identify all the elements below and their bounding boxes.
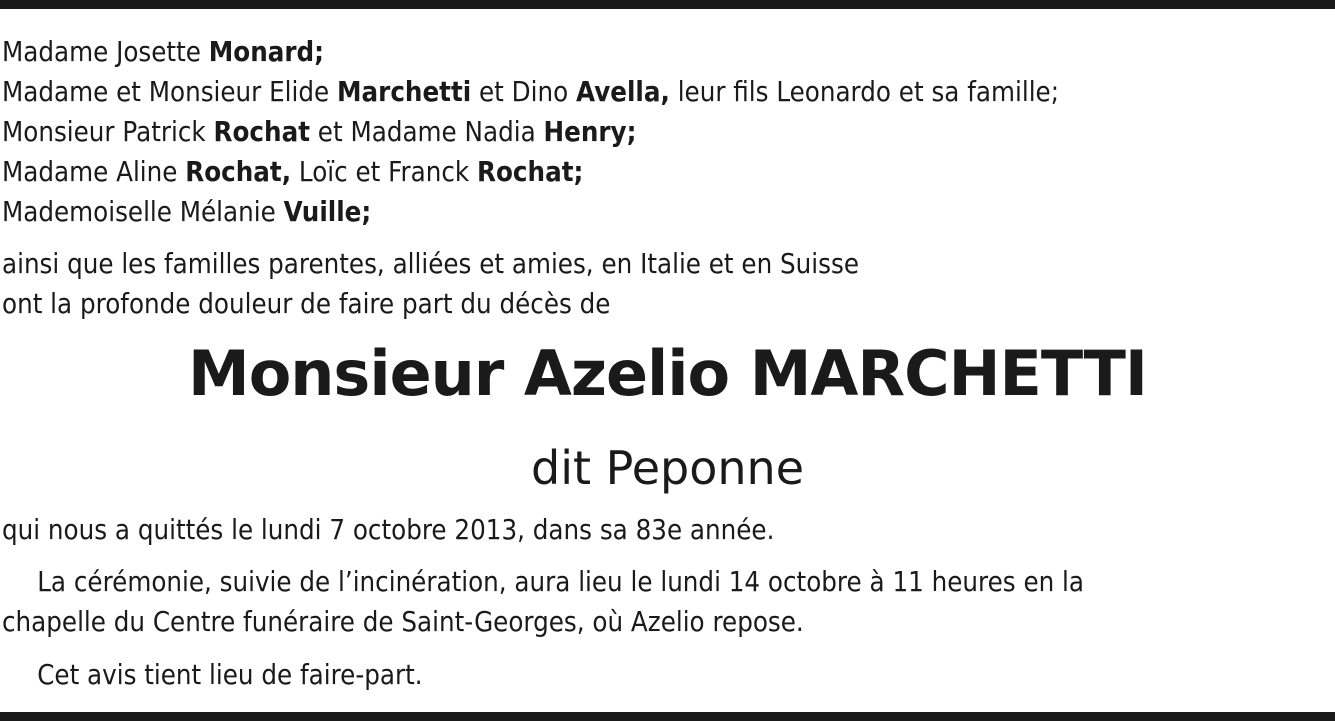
- mourner-name-text: Monsieur Patrick: [2, 115, 214, 148]
- mourner-name-text: Madame Josette: [2, 35, 209, 68]
- intro-line-1: ainsi que les familles parentes, alliées et amies, en Italie et en Suisse: [2, 247, 859, 280]
- mourner-surname: Henry;: [543, 115, 637, 148]
- ceremony-line-1: La cérémonie, suivie de l’incinération, aura lieu le lundi 14 octobre à 11 heures en la: [37, 565, 1085, 598]
- mourner-name-text: Madame et Monsieur Elide: [2, 75, 338, 108]
- mourner-surname: Marchetti: [337, 75, 472, 108]
- mourner-surname: Rochat,: [185, 155, 292, 188]
- mourners-list: [2, 32, 1059, 232]
- mourner-name-text: Mademoiselle Mélanie: [2, 195, 284, 228]
- mourner-surname: Vuille;: [283, 195, 372, 228]
- mourner-line: [2, 112, 1059, 152]
- mourner-name-text: leur fils Leonardo et sa famille;: [669, 75, 1060, 108]
- mourner-line: [2, 32, 1059, 72]
- mourner-surname: Avella,: [576, 75, 670, 108]
- ceremony-line-2: chapelle du Centre funéraire de Saint-Georges, où Azelio repose.: [2, 605, 804, 638]
- mourner-surname: Monard;: [208, 35, 325, 68]
- mourner-name-text: et Dino: [471, 75, 577, 108]
- mourner-name-text: Loïc et Franck: [291, 155, 478, 188]
- mourner-surname: Rochat: [213, 115, 310, 148]
- top-border-rule: [0, 0, 1335, 9]
- mourner-line: [2, 72, 1059, 112]
- bottom-border-rule: [0, 712, 1335, 721]
- deceased-name: Monsieur Azelio MARCHETTI: [188, 337, 1147, 410]
- mourner-surname: Rochat;: [477, 155, 584, 188]
- intro-line-2: ont la profonde douleur de faire part du décès de: [2, 287, 611, 320]
- closing-note: [2, 655, 423, 695]
- ceremony-details: [2, 562, 1084, 642]
- mourner-line: [2, 192, 1059, 232]
- mourner-name-text: et Madame Nadia: [309, 115, 544, 148]
- death-notice: qui nous a quittés le lundi 7 octobre 2013, dans sa 83e année.: [2, 513, 775, 546]
- deceased-nickname: dit Peponne: [531, 441, 804, 495]
- closing-line: Cet avis tient lieu de faire-part.: [37, 658, 423, 691]
- announcement-intro: [2, 244, 859, 324]
- mourner-line: [2, 152, 1059, 192]
- mourner-name-text: Madame Aline: [2, 155, 186, 188]
